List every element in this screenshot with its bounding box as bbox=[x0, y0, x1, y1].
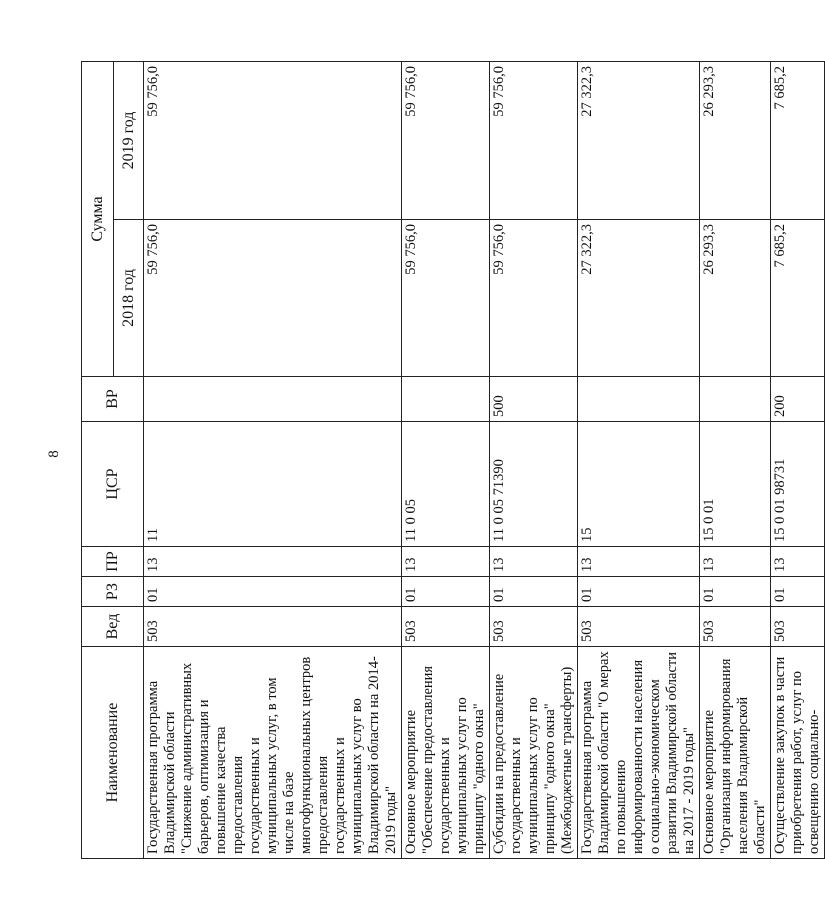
row-csr: 11 bbox=[144, 422, 402, 547]
header-pr: ПР bbox=[82, 547, 144, 577]
header-year-2018: 2018 год bbox=[114, 220, 144, 377]
header-rz: РЗ bbox=[82, 577, 144, 607]
row-vr bbox=[402, 377, 490, 422]
header-name: Наименование bbox=[82, 647, 144, 859]
row-vr bbox=[700, 377, 771, 422]
table-row bbox=[771, 62, 825, 859]
row-name: Субсидии на предоставление государственных и муниципальных услуг по принципу "одного окна" (Межбюджетные трансферты) bbox=[490, 647, 578, 859]
row-sum-2018: 59 756,0 bbox=[144, 220, 402, 377]
row-csr: 15 0 01 98731 bbox=[771, 422, 825, 547]
row-pr: 13 bbox=[578, 547, 700, 577]
row-sum-2018: 7 685,2 bbox=[771, 220, 825, 377]
row-pr: 13 bbox=[490, 547, 578, 577]
table-row bbox=[490, 62, 578, 859]
row-sum-2019: 59 756,0 bbox=[144, 62, 402, 220]
row-vr bbox=[144, 377, 402, 422]
row-rz: 01 bbox=[700, 577, 771, 607]
row-rz: 01 bbox=[578, 577, 700, 607]
row-ved: 503 bbox=[700, 607, 771, 647]
row-vr: 200 bbox=[771, 377, 825, 422]
table-row bbox=[700, 62, 771, 859]
row-sum-2019: 26 293,3 bbox=[700, 62, 771, 220]
row-rz: 01 bbox=[490, 577, 578, 607]
page-number: 8 bbox=[46, 450, 62, 458]
rotated-page bbox=[81, 62, 822, 859]
row-sum-2019: 59 756,0 bbox=[490, 62, 578, 220]
row-csr: 15 bbox=[578, 422, 700, 547]
row-sum-2018: 59 756,0 bbox=[490, 220, 578, 377]
row-sum-2018: 26 293,3 bbox=[700, 220, 771, 377]
table-body bbox=[144, 62, 825, 859]
row-pr: 13 bbox=[402, 547, 490, 577]
row-csr: 11 0 05 bbox=[402, 422, 490, 547]
table-row bbox=[144, 62, 402, 859]
row-name: Государственная программа Владимирской области "Снижение административных барьеров, оптимизация и повышение качества предоставления государственных и муниципальных услуг, в том числе на базе многофункциональных центров предоставления государственных и муниципальных услуг во Владимирской области на 2014-2019 годы" bbox=[144, 647, 402, 859]
row-name: Осуществление закупок в части приобретения работ, услуг по освещению социально- bbox=[771, 647, 825, 859]
row-name: Основное мероприятие "Организация информирования населения Владимирской области" bbox=[700, 647, 771, 859]
row-rz: 01 bbox=[144, 577, 402, 607]
header-vr: ВР bbox=[82, 377, 144, 422]
row-csr: 11 0 05 71390 bbox=[490, 422, 578, 547]
row-vr bbox=[578, 377, 700, 422]
row-ved: 503 bbox=[144, 607, 402, 647]
row-ved: 503 bbox=[490, 607, 578, 647]
row-rz: 01 bbox=[402, 577, 490, 607]
row-ved: 503 bbox=[578, 607, 700, 647]
row-vr: 500 bbox=[490, 377, 578, 422]
budget-table bbox=[81, 61, 825, 859]
row-sum-2018: 27 322,3 bbox=[578, 220, 700, 377]
row-rz: 01 bbox=[771, 577, 825, 607]
row-ved: 503 bbox=[402, 607, 490, 647]
row-pr: 13 bbox=[144, 547, 402, 577]
row-sum-2018: 59 756,0 bbox=[402, 220, 490, 377]
row-pr: 13 bbox=[771, 547, 825, 577]
table-row bbox=[578, 62, 700, 859]
table-header bbox=[82, 62, 144, 859]
header-sum: Сумма bbox=[82, 62, 114, 377]
row-name: Основное мероприятие "Обеспечение предоставления государственных и муниципальных услуг по принципу "одного окна" bbox=[402, 647, 490, 859]
row-pr: 13 bbox=[700, 547, 771, 577]
table-row bbox=[402, 62, 490, 859]
header-ved: Вед bbox=[82, 607, 144, 647]
row-name: Государственная программа Владимирской области "О мерах по повышению информированности населения о социально-экономическом развитии Владимирской области на 2017 - 2019 годы" bbox=[578, 647, 700, 859]
row-sum-2019: 7 685,2 bbox=[771, 62, 825, 220]
row-ved: 503 bbox=[771, 607, 825, 647]
row-sum-2019: 59 756,0 bbox=[402, 62, 490, 220]
header-year-2019: 2019 год bbox=[114, 62, 144, 220]
row-sum-2019: 27 322,3 bbox=[578, 62, 700, 220]
row-csr: 15 0 01 bbox=[700, 422, 771, 547]
header-csr: ЦСР bbox=[82, 422, 144, 547]
